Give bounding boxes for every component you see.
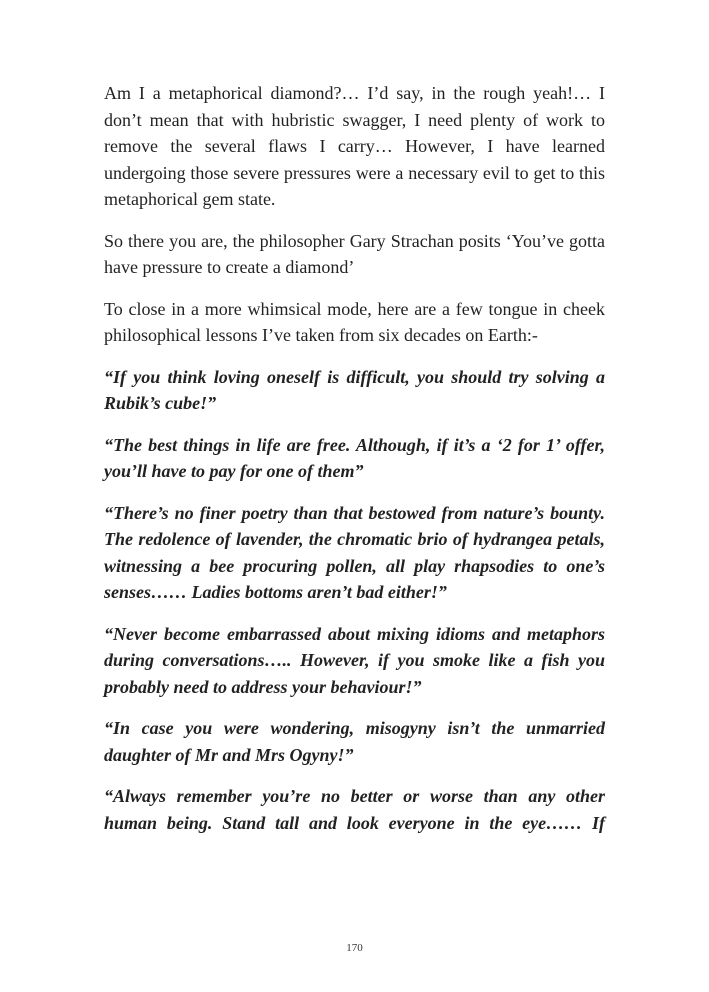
quote-misogyny: “In case you were wondering, misogyny isn’t the unmarried daughter of Mr and Mrs Ogyny!” [104, 718, 605, 765]
quote-rubiks-cube: “If you think loving oneself is difficult, you should try solving a Rubik’s cube!” [104, 366, 605, 413]
paragraph-diamond: Am I a metaphorical diamond?… I’d say, in the rough yeah!… I don’t mean that with hubristic swagger, I need plenty of work to remove the several flaws I carry… However, I have learned undergoing those severe pressures were a necessary evil to get to this metaphorical gem state. [104, 83, 605, 209]
page-body [104, 80, 605, 851]
quote-nature-poetry: “There’s no finer poetry than that bestowed from nature’s bounty. The redolence of lavender, the chromatic brio of hydrangea petals, witnessing a bee procuring pollen, all play rhapsodies to one’s senses…… Ladies bottoms aren’t bad either!” [104, 502, 605, 602]
quote-best-things-free: “The best things in life are free. Although, if it’s a ‘2 for 1’ offer, you’ll have to pay for one of them” [104, 434, 605, 481]
page-number: 170 [346, 942, 363, 954]
quote-stand-tall: “Always remember you’re no better or worse than any other human being. Stand tall and look everyone in the eye…… If [104, 786, 605, 833]
paragraph-strachan: So there you are, the philosopher Gary Strachan posits ‘You’ve gotta have pressure to create a diamond’ [104, 230, 605, 277]
paragraph-whimsical-intro: To close in a more whimsical mode, here are a few tongue in cheek philosophical lessons I’ve taken from six decades on Earth:- [104, 298, 605, 345]
quote-mixing-idioms: “Never become embarrassed about mixing idioms and metaphors during conversations….. However, if you smoke like a fish you probably need to address your behaviour!” [104, 623, 605, 697]
